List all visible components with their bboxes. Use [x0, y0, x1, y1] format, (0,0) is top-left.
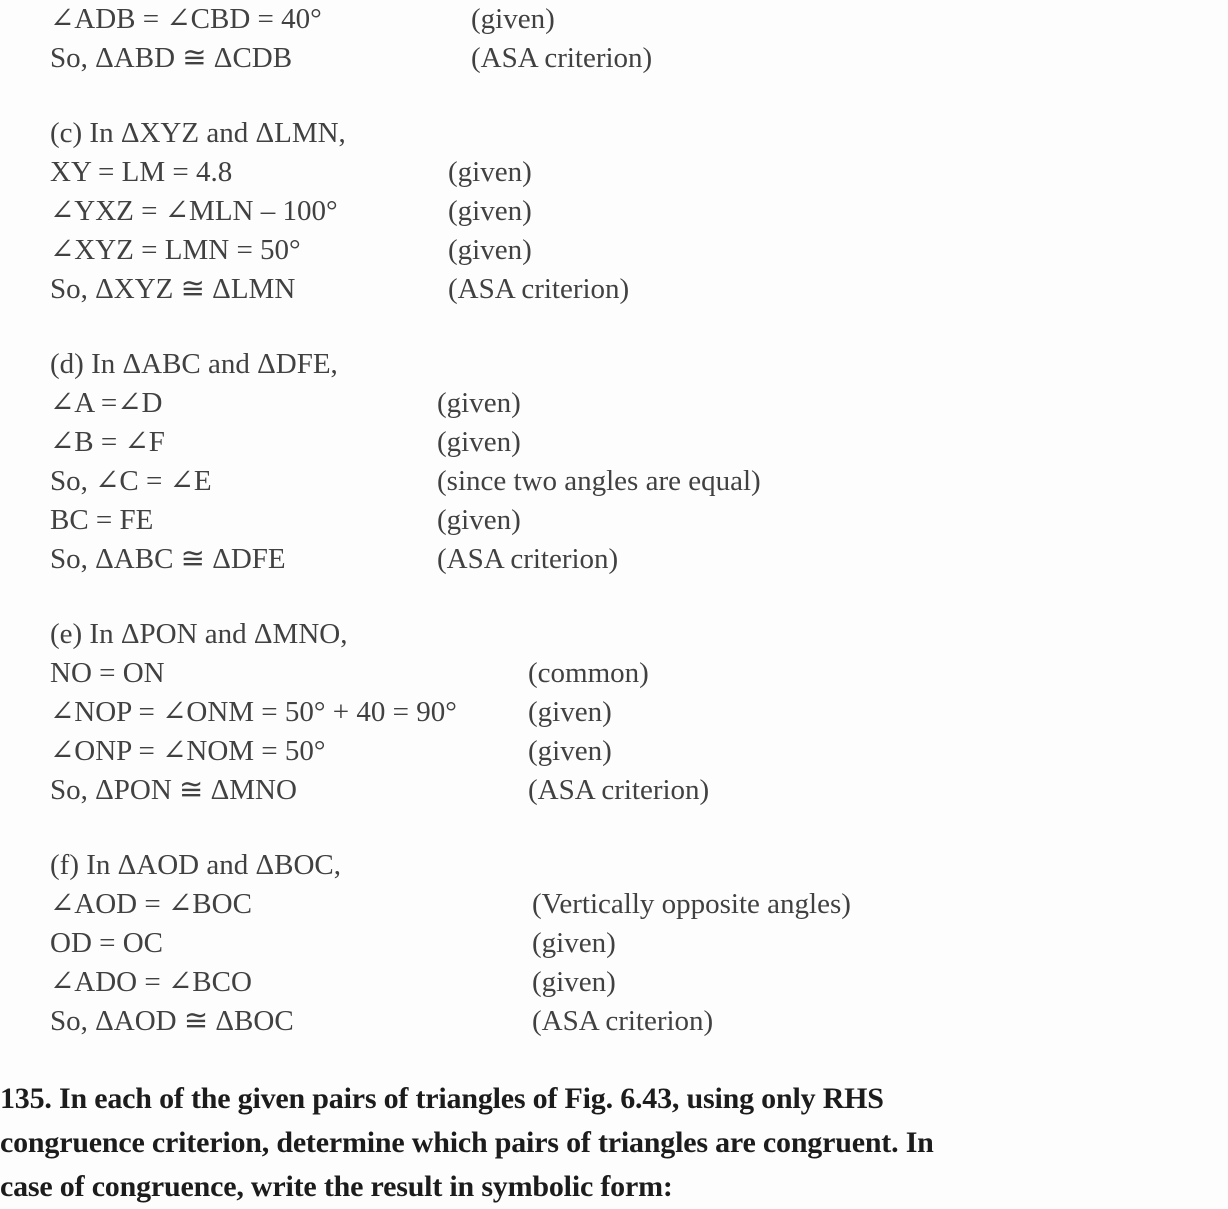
question-text-line: congruence criterion, determine which pairs of triangles are congruent. In — [0, 1126, 934, 1159]
proof-line — [50, 771, 1228, 810]
proof-expression: So, ΔAOD ≅ ΔBOC — [50, 1005, 294, 1037]
proof-annotation: (given) — [437, 504, 521, 536]
section-heading: (e) In ΔPON and ΔMNO, — [50, 618, 348, 650]
proof-expression: NO = ON — [50, 657, 165, 689]
proof-line — [50, 231, 1228, 270]
proof-expression: OD = OC — [50, 927, 164, 959]
proof-expression: ∠YXZ = ∠MLN – 100° — [50, 195, 338, 227]
proof-expression: ∠NOP = ∠ONM = 50° + 40 = 90° — [50, 696, 457, 728]
proof-annotation: (ASA criterion) — [448, 273, 630, 305]
proof-line — [50, 963, 1228, 1002]
proof-annotation: (given) — [532, 927, 616, 959]
proof-annotation: (given) — [448, 195, 532, 227]
proof-expression: ∠ONP = ∠NOM = 50° — [50, 735, 326, 767]
proof-line — [50, 540, 1228, 579]
proof-line — [50, 1002, 1228, 1041]
proof-line — [50, 423, 1228, 462]
proof-expression: ∠AOD = ∠BOC — [50, 888, 252, 920]
proof-line — [50, 462, 1228, 501]
proof-expression: XY = LM = 4.8 — [50, 156, 233, 188]
proof-section-f — [50, 846, 1228, 1041]
proof-section-e — [50, 615, 1228, 810]
proof-line — [50, 885, 1228, 924]
proof-annotation: (common) — [528, 657, 649, 689]
proof-annotation: (ASA criterion) — [528, 774, 710, 806]
section-heading: (d) In ΔABC and ΔDFE, — [50, 348, 338, 380]
proof-section-ab — [50, 0, 1228, 78]
proof-section-d — [50, 345, 1228, 579]
proof-line — [50, 192, 1228, 231]
proof-line — [50, 153, 1228, 192]
proof-line — [50, 270, 1228, 309]
question-135 — [0, 1077, 1228, 1209]
proof-expression: So, ΔXYZ ≅ ΔLMN — [50, 273, 296, 305]
proof-line — [50, 654, 1228, 693]
proof-line — [50, 0, 1228, 39]
proof-annotation: (given) — [448, 156, 532, 188]
proof-line — [50, 501, 1228, 540]
proof-line — [50, 924, 1228, 963]
proof-annotation: (given) — [528, 696, 612, 728]
question-text-line: case of congruence, write the result in symbolic form: — [0, 1170, 673, 1203]
proof-annotation: (given) — [528, 735, 612, 767]
proof-annotation: (given) — [471, 3, 555, 35]
proof-expression: So, ΔPON ≅ ΔMNO — [50, 774, 297, 806]
proof-annotation: (since two angles are equal) — [437, 465, 761, 497]
proof-annotation: (ASA criterion) — [437, 543, 619, 575]
section-heading: (f) In ΔAOD and ΔBOC, — [50, 849, 342, 881]
proof-line — [50, 693, 1228, 732]
proof-annotation: (given) — [532, 966, 616, 998]
proof-expression: ∠B = ∠F — [50, 426, 165, 458]
proof-annotation: (ASA criterion) — [471, 42, 653, 74]
proof-expression: So, ΔABD ≅ ΔCDB — [50, 42, 293, 74]
proof-line — [50, 732, 1228, 771]
proof-line — [50, 384, 1228, 423]
proof-expression: So, ∠C = ∠E — [50, 465, 212, 497]
proof-section-c — [50, 114, 1228, 309]
section-heading: (c) In ΔXYZ and ΔLMN, — [50, 117, 346, 149]
proof-expression: ∠XYZ = LMN = 50° — [50, 234, 301, 266]
proof-annotation: (given) — [437, 387, 521, 419]
proof-line — [50, 39, 1228, 78]
proof-annotation: (given) — [448, 234, 532, 266]
question-text-line: 135. In each of the given pairs of triangles of Fig. 6.43, using only RHS — [0, 1082, 884, 1115]
proof-annotation: (ASA criterion) — [532, 1005, 714, 1037]
proof-expression: ∠ADO = ∠BCO — [50, 966, 252, 998]
proof-expression: ∠A =∠D — [50, 387, 163, 419]
proof-expression: ∠ADB = ∠CBD = 40° — [50, 3, 322, 35]
proof-expression: So, ΔABC ≅ ΔDFE — [50, 543, 286, 575]
proof-expression: BC = FE — [50, 504, 154, 536]
proof-annotation: (Vertically opposite angles) — [532, 888, 851, 920]
proof-annotation: (given) — [437, 426, 521, 458]
